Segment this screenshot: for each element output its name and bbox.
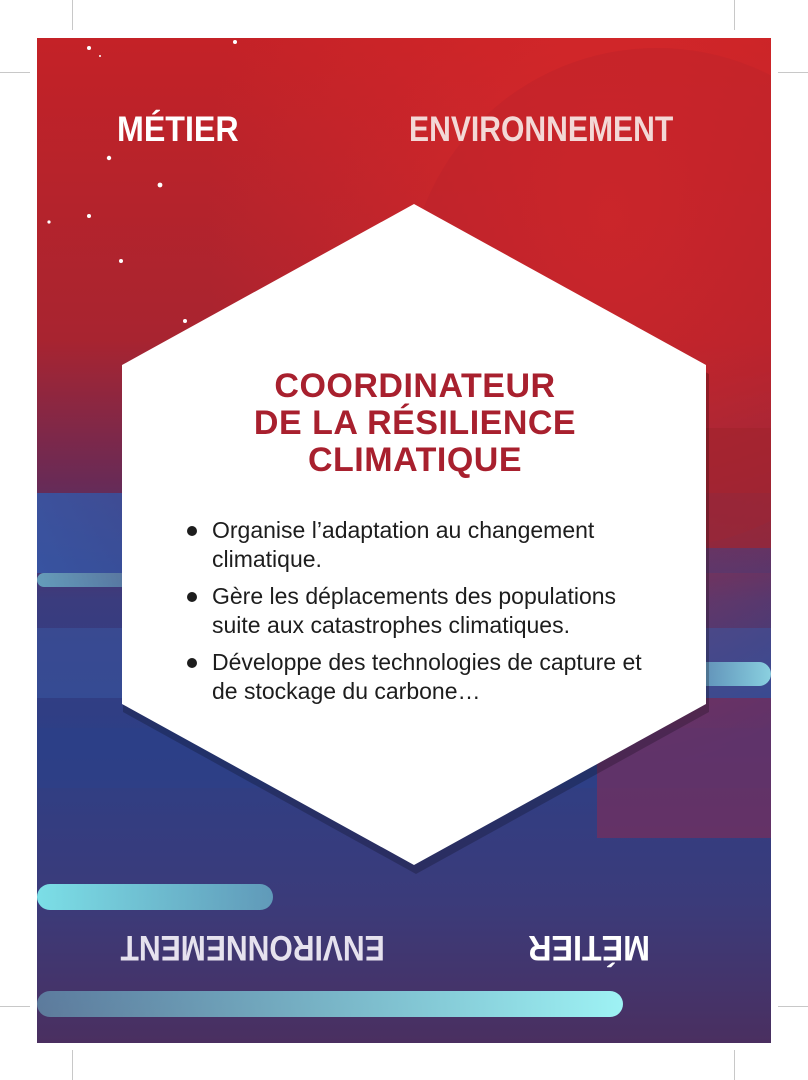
crop-mark xyxy=(778,1006,808,1007)
bullet-icon xyxy=(187,658,197,668)
crop-mark xyxy=(72,0,73,30)
task-item xyxy=(187,516,657,574)
task-list xyxy=(187,516,657,714)
task-text: Organise l’adaptation au changement climatique. xyxy=(212,517,595,572)
task-text: Développe des technologies de capture et de stockage du carbone… xyxy=(212,649,642,704)
task-item xyxy=(187,648,657,706)
category-label-bottom-left: ENVIRONNEMENT xyxy=(120,928,385,967)
category-label-top-right: ENVIRONNEMENT xyxy=(409,110,674,149)
crop-mark xyxy=(72,1050,73,1080)
crop-mark xyxy=(734,1050,735,1080)
job-card xyxy=(37,38,771,1043)
category-label-bottom-right: MÉTIER xyxy=(528,928,650,967)
job-title-line: DE LA RÉSILIENCE xyxy=(253,404,577,442)
category-label-top-left: MÉTIER xyxy=(117,110,239,149)
job-title-line: COORDINATEUR xyxy=(274,367,556,405)
crop-mark xyxy=(778,72,808,73)
job-title xyxy=(177,368,653,479)
crop-mark xyxy=(0,1006,30,1007)
job-title-line: CLIMATIQUE xyxy=(307,441,522,479)
bullet-icon xyxy=(187,592,197,602)
crop-mark xyxy=(734,0,735,30)
bullet-icon xyxy=(187,526,197,536)
task-item xyxy=(187,582,657,640)
hexagon-panel xyxy=(117,202,711,876)
task-text: Gère les déplacements des populations suite aux catastrophes climatiques. xyxy=(212,583,617,638)
crop-mark xyxy=(0,72,30,73)
